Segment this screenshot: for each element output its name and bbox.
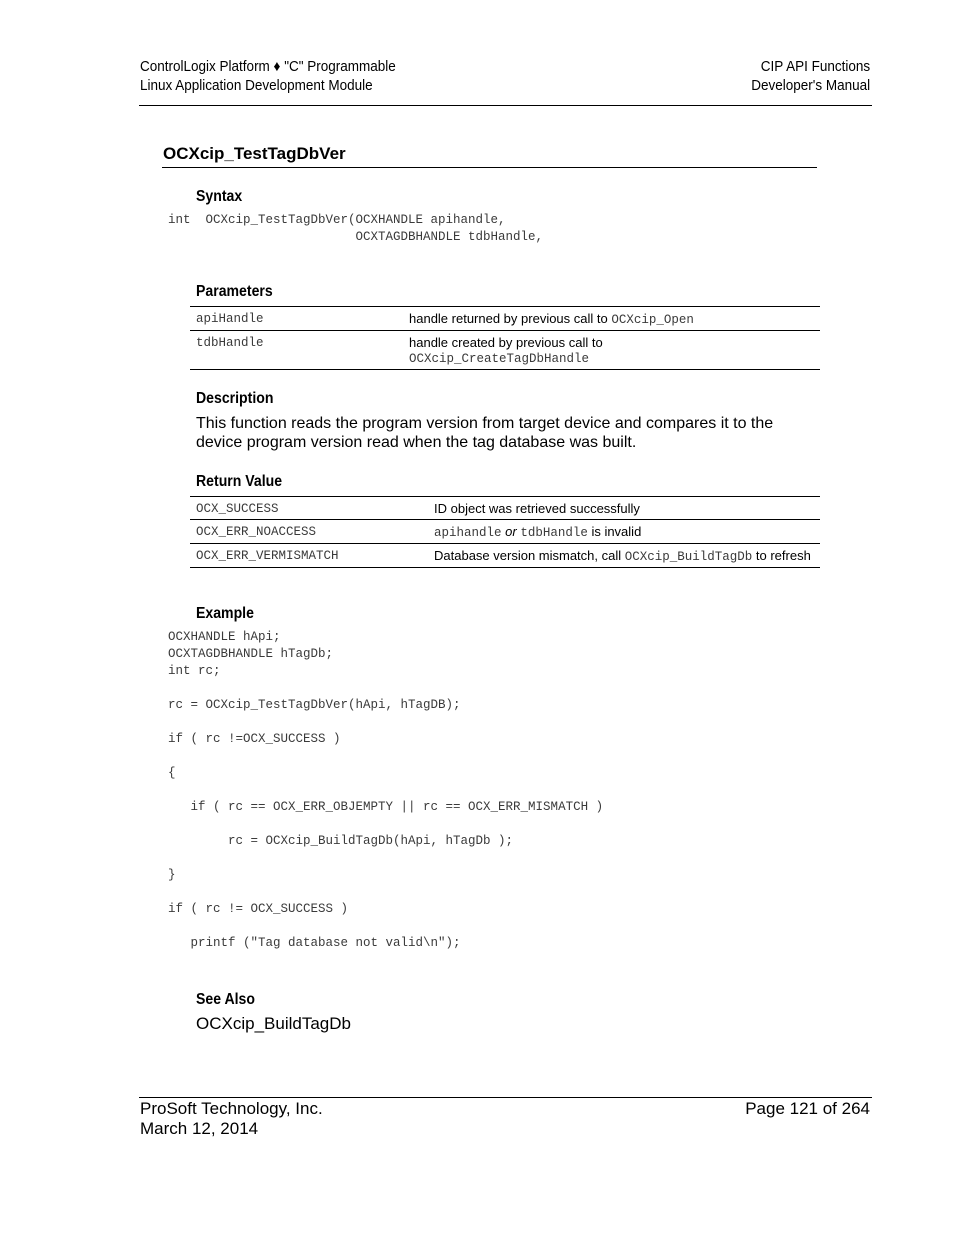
param-desc-text: handle created by previous call to: [409, 335, 603, 350]
return-desc-code: tdbHandle: [520, 526, 588, 540]
return-desc-code: OCXcip_BuildTagDb: [624, 550, 753, 564]
footer-left: [140, 1099, 323, 1139]
param-desc-code: OCXcip_CreateTagDbHandle: [409, 352, 590, 366]
footer-company: ProSoft Technology, Inc.: [140, 1099, 323, 1118]
table-row: [190, 331, 820, 370]
table-row: [190, 307, 820, 331]
return-value-table: [190, 496, 820, 568]
see-also-heading: See Also: [196, 991, 255, 1008]
param-desc: [403, 307, 820, 331]
header-left: [140, 57, 396, 95]
return-desc-text: to refresh: [752, 548, 811, 563]
description-heading: Description: [196, 390, 274, 407]
return-value-heading: Return Value: [196, 473, 283, 490]
return-desc-or: or: [501, 524, 521, 539]
footer-date: March 12, 2014: [140, 1119, 259, 1138]
header-section: CIP API Functions: [760, 58, 870, 75]
header-module: Linux Application Development Module: [140, 77, 373, 94]
return-desc: [428, 544, 820, 568]
return-code: OCX_SUCCESS: [196, 502, 279, 516]
table-row: [190, 497, 820, 520]
header-manual: Developer's Manual: [751, 77, 870, 94]
return-code: OCX_ERR_NOACCESS: [190, 520, 428, 544]
syntax-code: int OCXcip_TestTagDbVer(OCXHANDLE apihandle, OCXTAGDBHANDLE tdbHandle,: [168, 213, 544, 244]
return-desc-text: Database version mismatch, call: [434, 548, 625, 563]
header-right: [751, 57, 870, 95]
footer-page-number: Page 121 of 264: [745, 1099, 870, 1118]
syntax-heading: Syntax: [196, 188, 243, 205]
title-divider: [162, 167, 817, 168]
footer-divider: [139, 1097, 872, 1098]
return-desc-code: apihandle: [434, 526, 502, 540]
param-name: tdbHandle: [190, 331, 403, 370]
return-desc-text: is invalid: [587, 524, 642, 539]
param-desc: [403, 331, 820, 370]
parameters-table: [190, 306, 820, 370]
description-text: This function reads the program version from target device and compares it to the device program version read when the tag database was built.: [196, 415, 774, 451]
function-title: OCXcip_TestTagDbVer: [163, 144, 346, 163]
example-heading: Example: [196, 605, 254, 622]
table-row: [190, 520, 820, 544]
param-desc-text: handle returned by previous call to: [409, 311, 612, 326]
return-desc: ID object was retrieved successfully: [434, 501, 640, 516]
parameters-heading: Parameters: [196, 283, 273, 300]
example-code: OCXHANDLE hApi; OCXTAGDBHANDLE hTagDb; int rc; rc = OCXcip_TestTagDbVer(hApi, hTagDB); if ( rc !=OCX_SUCCESS ) { if ( rc == OCX_ERR_OBJEMPTY || rc == OCX_ERR_MISMATCH ) rc = OCXcip_BuildTagDb(hApi, hTagDb ); } if ( rc != OCX_SUCCESS ) printf ("Tag database not valid\n");: [168, 630, 604, 950]
see-also-link[interactable]: OCXcip_BuildTagDb: [196, 1014, 351, 1033]
return-code: OCX_ERR_VERMISMATCH: [190, 544, 428, 568]
header-divider: [139, 105, 872, 106]
header-product: ControlLogix Platform ♦ "C" Programmable: [140, 58, 396, 75]
return-desc: [428, 520, 820, 544]
param-name: apiHandle: [196, 312, 264, 326]
param-desc-code: OCXcip_Open: [611, 313, 694, 327]
table-row: [190, 544, 820, 568]
